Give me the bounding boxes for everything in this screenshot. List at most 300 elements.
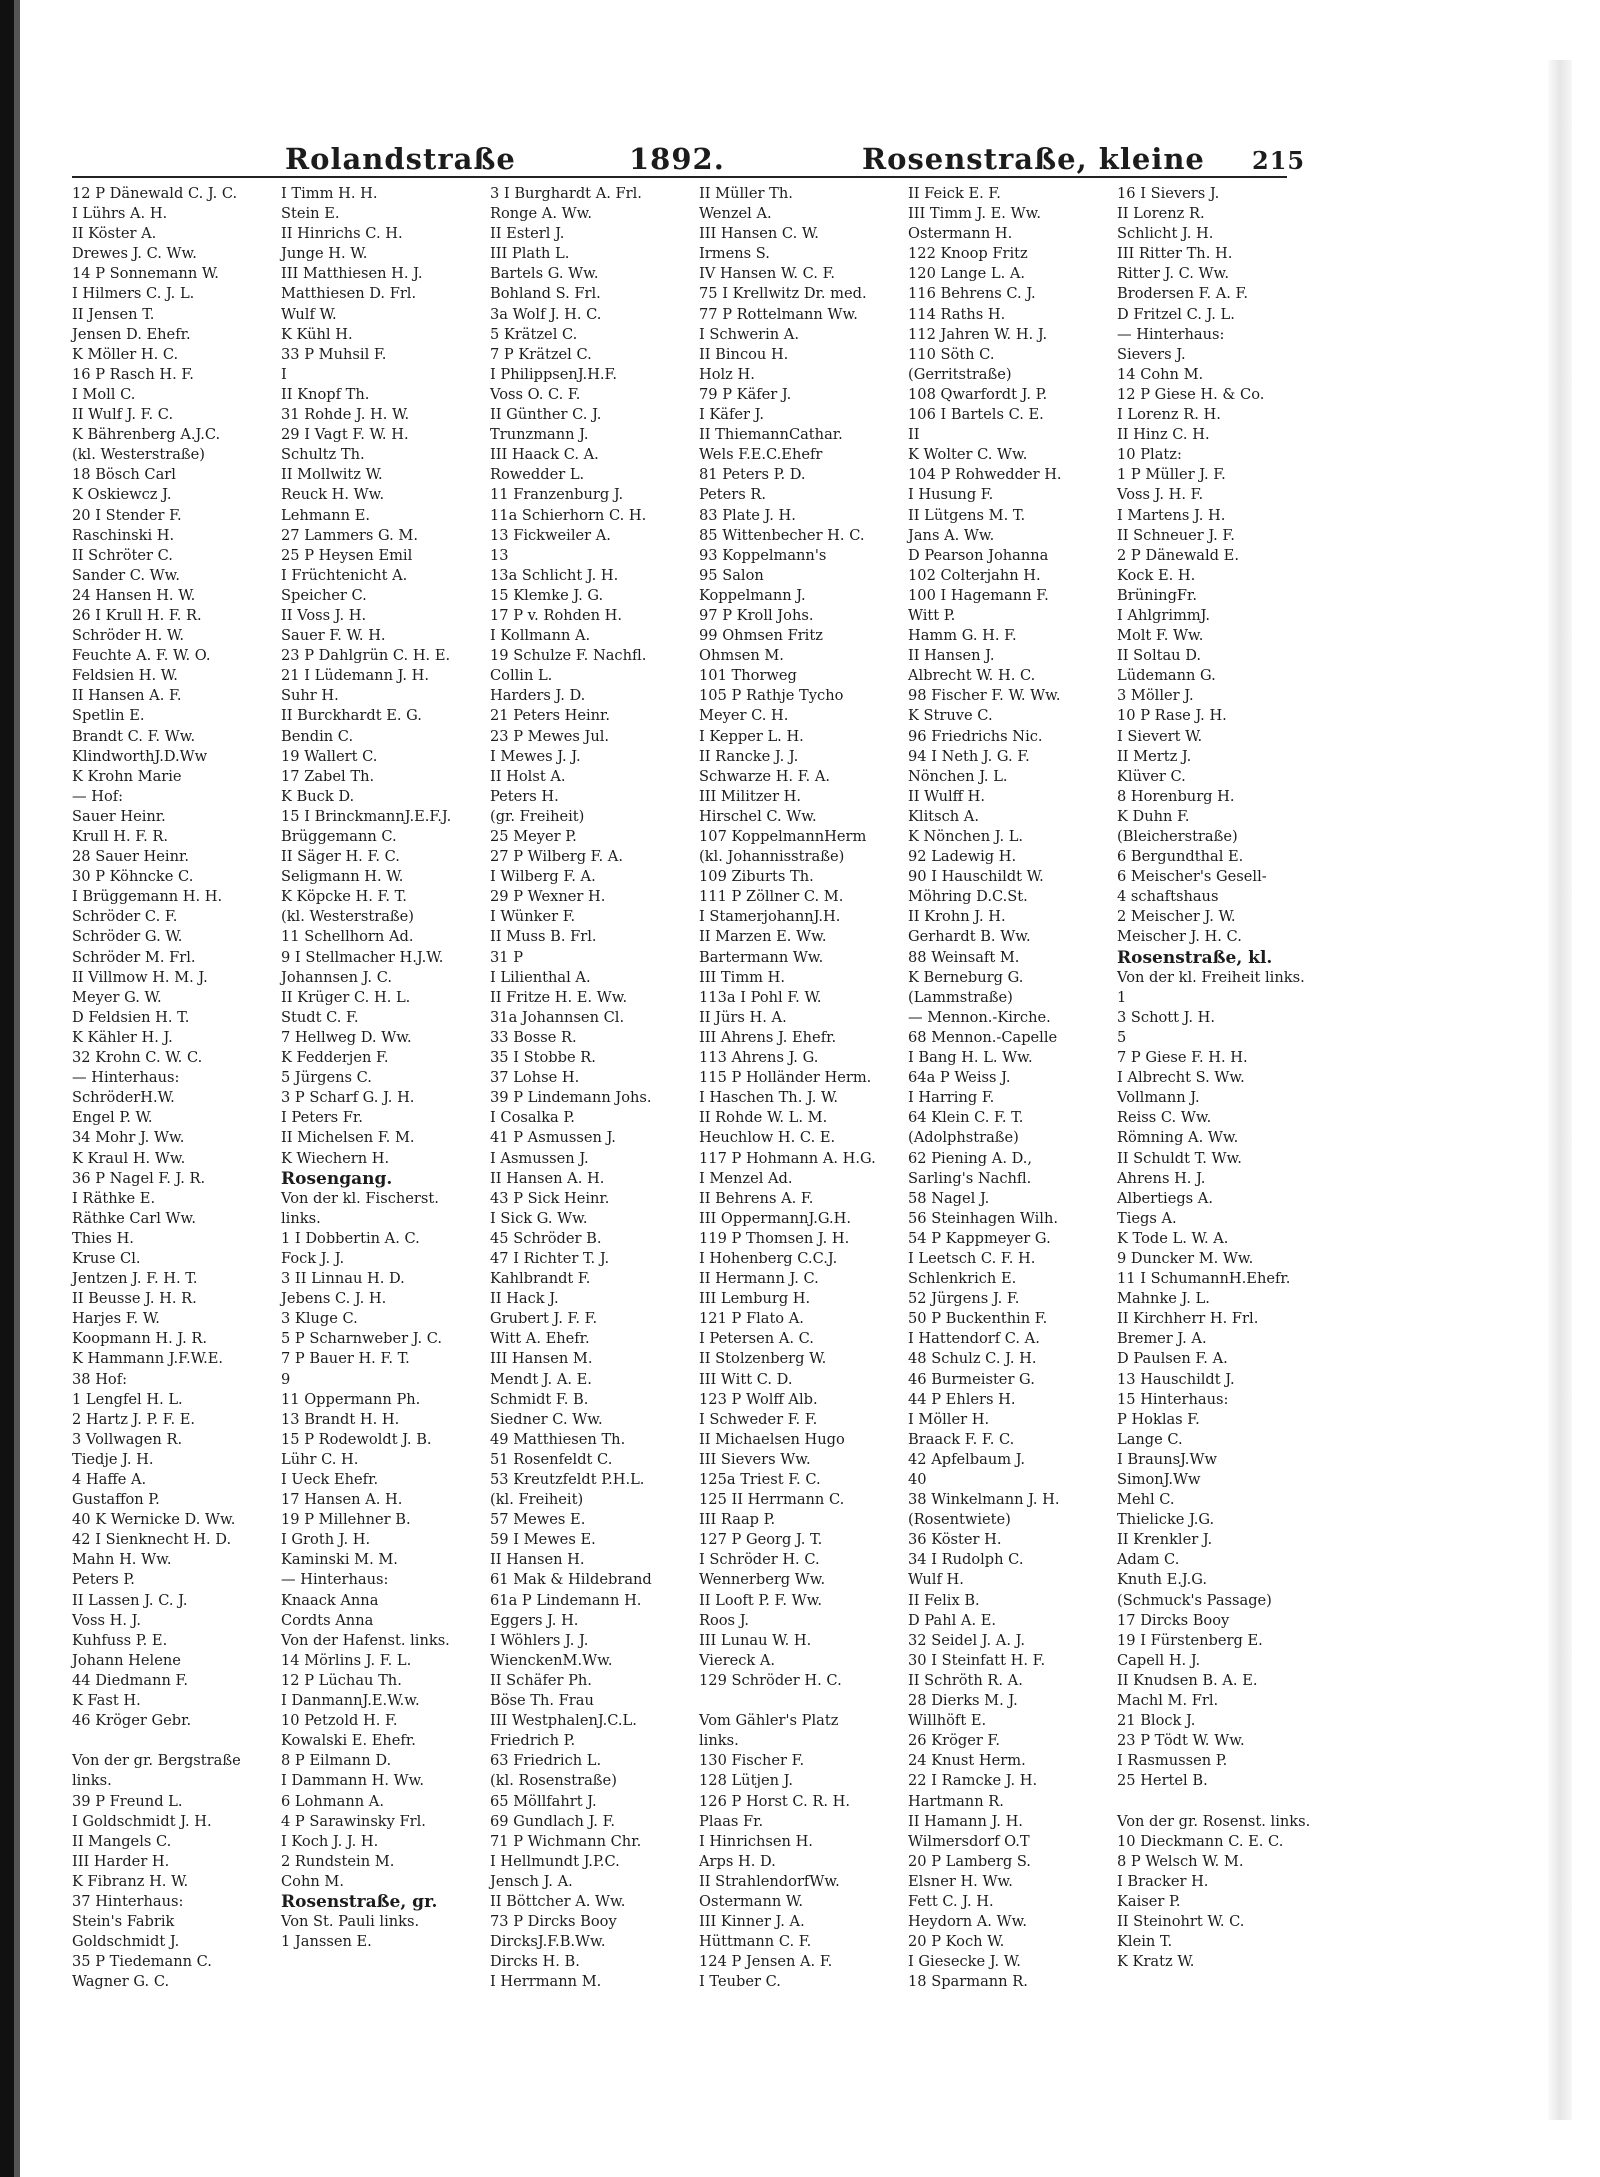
directory-entry: 1 P Müller J. F. <box>1117 466 1226 484</box>
directory-entry: Schultz Th. <box>281 446 365 464</box>
directory-entry: 14 Mörlins J. F. L. <box>281 1651 412 1669</box>
directory-entry: 10 Platz: <box>1117 446 1182 464</box>
page-number: 215 <box>1252 146 1306 175</box>
directory-entry: 119 P Thomsen J. H. <box>699 1229 850 1247</box>
directory-entry: Von der gr. Bergstraße <box>72 1752 241 1770</box>
directory-entry: Nönchen J. L. <box>908 767 1008 785</box>
directory-entry: 83 Plate J. H. <box>699 506 796 524</box>
directory-entry: (kl. Westerstraße) <box>72 446 206 464</box>
directory-entry: I Bracker H. <box>1117 1872 1209 1890</box>
directory-entry: Meyer C. H. <box>699 707 789 725</box>
directory-entry: Sauer Heinr. <box>72 807 166 825</box>
directory-entry: I Lorenz R. H. <box>1117 406 1221 424</box>
directory-entry: 23 P Tödt W. Ww. <box>1117 1732 1245 1750</box>
directory-entry: (kl. Rosenstraße) <box>490 1772 617 1790</box>
directory-entry: 3 I Burghardt A. Frl. <box>490 185 642 202</box>
directory-entry: I Mewes J. J. <box>490 747 581 765</box>
directory-entry: (Rosentwiete) <box>908 1511 1011 1529</box>
directory-entry: 44 Diedmann F. <box>72 1671 189 1689</box>
directory-entry: Peters R. <box>699 486 767 504</box>
directory-entry: Molt F. Ww. <box>1117 627 1204 645</box>
directory-entry: 13 Brandt H. H. <box>281 1410 400 1428</box>
directory-entry: Vollmann J. <box>1117 1089 1200 1107</box>
directory-entry: SimonJ.Ww <box>1117 1471 1201 1488</box>
directory-entry: 13 Hauschildt J. <box>1117 1370 1235 1388</box>
directory-entry: K Tode L. W. A. <box>1117 1229 1229 1247</box>
directory-entry: 1 Janssen E. <box>281 1933 372 1951</box>
directory-entry: 3 Schott J. H. <box>1117 1008 1216 1026</box>
directory-entry: Von St. Pauli links. <box>281 1913 420 1931</box>
directory-entry: 77 P Rottelmann Ww. <box>699 305 858 323</box>
directory-entry: 26 Kröger F. <box>908 1732 1000 1750</box>
directory-entry: K Köpcke H. F. T. <box>281 888 407 906</box>
directory-entry: 23 P Dahlgrün C. H. E. <box>281 647 451 665</box>
directory-entry: 10 Petzold H. F. <box>281 1712 398 1730</box>
directory-entry: 71 P Wichmann Chr. <box>490 1832 642 1850</box>
directory-entry: 11 I SchumannH.Ehefr. <box>1117 1270 1291 1288</box>
directory-entry: (gr. Freiheit) <box>490 807 585 825</box>
directory-entry: II Michelsen F. M. <box>281 1129 415 1147</box>
directory-entry: Reuck H. Ww. <box>281 486 385 504</box>
directory-entry: 16 P Rasch H. F. <box>72 365 194 383</box>
directory-entry: 126 P Horst C. R. H. <box>699 1792 850 1810</box>
directory-entry: II Behrens A. F. <box>699 1189 814 1207</box>
directory-entry: Schröder H. W. <box>72 627 185 645</box>
directory-entry: Goldschmidt J. <box>72 1933 180 1951</box>
directory-entry: I Dammann H. Ww. <box>281 1772 425 1790</box>
directory-entry: Cordts Anna <box>281 1611 374 1629</box>
directory-entry: 33 Bosse R. <box>490 1028 577 1046</box>
directory-entry: Voss J. H. F. <box>1117 486 1204 504</box>
directory-entry: 52 Jürgens J. F. <box>908 1290 1020 1308</box>
directory-entry: Arps H. D. <box>699 1852 776 1870</box>
directory-entry: 125a Triest F. C. <box>699 1471 821 1488</box>
directory-entry: 4 schaftshaus <box>1117 888 1219 906</box>
directory-entry: (Schmuck's Passage) <box>1117 1591 1272 1609</box>
directory-entry: K Bährenberg A.J.C. <box>72 426 221 444</box>
directory-entry: I Herrmann M. <box>490 1973 602 1991</box>
directory-entry: Sarling's Nachfl. <box>908 1169 1032 1187</box>
directory-entry: 45 Schröder B. <box>490 1229 602 1247</box>
column-5 <box>908 184 1113 1992</box>
directory-entry: 6 Meischer's Gesell- <box>1117 868 1267 886</box>
directory-entry: III WestphalenJ.C.L. <box>490 1712 637 1730</box>
directory-entry: 30 P Köhncke C. <box>72 868 194 886</box>
directory-entry: 29 I Vagt F. W. H. <box>281 426 409 444</box>
directory-entry: II Knudsen B. A. E. <box>1117 1671 1258 1689</box>
directory-entry: Adam C. <box>1117 1551 1180 1569</box>
directory-entry: Mahn H. Ww. <box>72 1551 172 1569</box>
directory-entry: 7 Hellweg D. Ww. <box>281 1028 412 1046</box>
directory-entry: Brüggemann C. <box>281 828 397 845</box>
directory-entry: 18 Bösch Carl <box>72 466 176 484</box>
directory-entry: II Säger H. F. C. <box>281 848 400 866</box>
directory-entry: Spetlin E. <box>72 707 145 725</box>
directory-entry: Krull H. F. R. <box>72 828 169 845</box>
directory-entry: II Krohn J. H. <box>908 908 1006 926</box>
directory-entry: Holz H. <box>699 365 755 383</box>
directory-entry: 116 Behrens C. J. <box>908 285 1036 303</box>
directory-entry: I Wöhlers J. J. <box>490 1631 589 1649</box>
directory-entry: II Günther C. J. <box>490 406 602 424</box>
directory-entry <box>72 1731 277 1751</box>
directory-entry: 29 P Wexner H. <box>490 888 606 906</box>
directory-entry: K Oskiewcz J. <box>72 486 172 504</box>
directory-entry: Peters P. <box>72 1571 135 1589</box>
directory-entry: Harjes F. W. <box>72 1310 160 1328</box>
directory-entry: K Kähler H. J. <box>72 1028 173 1046</box>
directory-entry: 104 P Rohwedder H. <box>908 466 1062 484</box>
directory-entry: 110 Söth C. <box>908 345 995 363</box>
directory-entry: III Ritter Th. H. <box>1117 245 1233 263</box>
directory-entry: I Sievert W. <box>1117 727 1203 745</box>
directory-entry: 51 Rosenfeldt C. <box>490 1450 613 1468</box>
directory-entry: II Hack J. <box>490 1290 559 1308</box>
directory-entry: K Buck D. <box>281 787 355 805</box>
directory-entry: K Kraul H. Ww. <box>72 1149 186 1167</box>
directory-entry: 115 P Holländer Herm. <box>699 1069 872 1087</box>
directory-entry: 12 P Giese H. & Co. <box>1117 385 1265 403</box>
directory-entry: K Duhn F. <box>1117 807 1190 825</box>
directory-entry: 3 II Linnau H. D. <box>281 1270 405 1288</box>
directory-entry: Böse Th. Frau <box>490 1692 594 1710</box>
directory-entry: 61a P Lindemann H. <box>490 1591 642 1609</box>
directory-entry: Jentzen J. F. H. T. <box>72 1270 198 1288</box>
directory-entry: 1 I Dobbertin A. C. <box>281 1229 420 1247</box>
directory-entry: 32 Krohn C. W. C. <box>72 1049 203 1067</box>
directory-entry: 36 P Nagel F. J. R. <box>72 1169 206 1187</box>
directory-entry: Gerhardt B. Ww. <box>908 928 1031 946</box>
directory-entry: Studt C. F. <box>281 1008 359 1026</box>
directory-entry: 15 Hinterhaus: <box>1117 1390 1229 1408</box>
directory-entry: Sauer F. W. H. <box>281 627 386 645</box>
directory-entry: Trunzmann J. <box>490 426 589 444</box>
directory-entry: 6 Bergundthal E. <box>1117 848 1244 866</box>
directory-entry: II Böttcher A. Ww. <box>490 1892 626 1910</box>
directory-entry: III OppermannJ.G.H. <box>699 1209 852 1227</box>
directory-entry: II Mangels C. <box>72 1832 172 1850</box>
directory-entry: Capell H. J. <box>1117 1651 1201 1669</box>
directory-entry: 15 P Rodewoldt J. B. <box>281 1430 432 1448</box>
directory-entry: 4 P Sarawinsky Frl. <box>281 1812 426 1830</box>
column-1 <box>72 184 277 1992</box>
directory-entry: 30 I Steinfatt H. F. <box>908 1651 1046 1669</box>
directory-entry: 96 Friedrichs Nic. <box>908 727 1043 745</box>
directory-entry: III Sievers Ww. <box>699 1450 811 1468</box>
page-header <box>72 140 1306 180</box>
directory-entry: I Albrecht S. Ww. <box>1117 1069 1245 1087</box>
directory-entry: II ThiemannCathar. <box>699 426 843 444</box>
directory-entry: Vom Gähler's Platz <box>699 1712 839 1730</box>
directory-entry: II Felix B. <box>908 1591 980 1609</box>
directory-entry: Kuhfuss P. E. <box>72 1631 168 1649</box>
directory-entry: links. <box>281 1209 321 1227</box>
directory-entry: Lühr C. H. <box>281 1450 359 1468</box>
directory-entry: III Harder H. <box>72 1852 170 1870</box>
directory-entry: 31 P <box>490 948 524 966</box>
book-binding-shadow <box>14 0 20 2177</box>
directory-entry: 21 Block J. <box>1117 1712 1196 1730</box>
directory-entry: Von der kl. Freiheit links. <box>1117 968 1305 986</box>
header-left-street: Rolandstraße <box>285 142 516 176</box>
directory-entry: 128 Lütjen J. <box>699 1772 794 1790</box>
directory-entry: 25 Hertel B. <box>1117 1772 1208 1790</box>
directory-entry: II Fritze H. E. Ww. <box>490 988 628 1006</box>
directory-entry: (Bleicherstraße) <box>1117 828 1238 845</box>
directory-entry: D Pahl A. E. <box>908 1611 997 1629</box>
directory-entry: 3 Möller J. <box>1117 687 1194 705</box>
directory-entry: D Fritzel C. J. L. <box>1117 305 1235 323</box>
directory-entry: 1 <box>1117 988 1127 1006</box>
directory-entry: III Lunau W. H. <box>699 1631 812 1649</box>
directory-entry: KlindworthJ.D.Ww <box>72 747 208 765</box>
directory-entry: 92 Ladewig H. <box>908 848 1017 866</box>
directory-entry: 14 Cohn M. <box>1117 365 1204 383</box>
directory-entry: I Lührs A. H. <box>72 205 168 223</box>
directory-entry: Machl M. Frl. <box>1117 1692 1219 1710</box>
directory-entry: 7 P Krätzel C. <box>490 345 592 363</box>
directory-entry: Thielicke J.G. <box>1117 1511 1215 1529</box>
directory-entry: 124 P Jensen A. F. <box>699 1953 833 1971</box>
directory-entry: Wilmersdorf O.T <box>908 1832 1030 1850</box>
directory-entry: Friedrich P. <box>490 1732 576 1750</box>
directory-entry: Hirschel C. Ww. <box>699 807 817 825</box>
directory-entry: 38 Hof: <box>72 1370 128 1388</box>
column-6 <box>1117 184 1311 1972</box>
directory-entry: I DanmannJ.E.W.w. <box>281 1692 420 1710</box>
directory-entry: 35 P Tiedemann C. <box>72 1953 212 1971</box>
directory-entry: Schröder G. W. <box>72 928 183 946</box>
directory-entry: Harders J. D. <box>490 687 586 705</box>
directory-entry: 13a Schlicht J. H. <box>490 566 619 584</box>
directory-entry: Römning A. Ww. <box>1117 1129 1239 1147</box>
directory-entry: II Feick E. F. <box>908 185 1001 202</box>
directory-entry: Tiegs A. <box>1117 1209 1177 1227</box>
directory-entry: Drewes J. C. Ww. <box>72 245 197 263</box>
directory-entry: II Köster A. <box>72 225 157 243</box>
directory-entry: Hamm G. H. F. <box>908 627 1017 645</box>
directory-entry: II Mollwitz W. <box>281 466 383 484</box>
directory-entry: Koppelmann J. <box>699 586 806 604</box>
directory-entry: Klitsch A. <box>908 807 979 825</box>
directory-entry: 69 Gundlach J. F. <box>490 1812 616 1830</box>
directory-entry: Ostermann H. <box>908 225 1013 243</box>
directory-entry: 36 Köster H. <box>908 1531 1002 1549</box>
directory-entry: 17 Dircks Booy <box>1117 1611 1230 1629</box>
directory-entry: K Hammann J.F.W.E. <box>72 1350 224 1368</box>
directory-entry: Ohmsen M. <box>699 647 784 665</box>
directory-entry: I Peters Fr. <box>281 1109 363 1127</box>
directory-entry: 46 Kröger Gebr. <box>72 1712 192 1730</box>
directory-entry: 48 Schulz C. J. H. <box>908 1350 1037 1368</box>
directory-entry: Witt P. <box>908 606 956 624</box>
directory-entry: I Menzel Ad. <box>699 1169 793 1187</box>
directory-entry: II Soltau D. <box>1117 647 1202 665</box>
directory-entry: 2 Rundstein M. <box>281 1852 395 1870</box>
directory-entry: 23 P Mewes Jul. <box>490 727 610 745</box>
directory-entry: Wulf H. <box>908 1571 964 1589</box>
directory-entry: Schmidt F. B. <box>490 1390 589 1408</box>
directory-entry: II Schneuer J. F. <box>1117 526 1235 544</box>
directory-entry: Raschinski H. <box>72 526 175 544</box>
directory-entry: Reiss C. Ww. <box>1117 1109 1212 1127</box>
directory-entry: 24 Hansen H. W. <box>72 586 196 604</box>
directory-entry: Schwarze H. F. A. <box>699 767 831 785</box>
directory-entry: I Früchtenicht A. <box>281 566 408 584</box>
directory-entry: 28 Sauer Heinr. <box>72 848 189 866</box>
directory-entry: 25 P Heysen Emil <box>281 546 413 564</box>
directory-entry: K Fibranz H. W. <box>72 1872 189 1890</box>
directory-entry: Bremer J. A. <box>1117 1330 1207 1348</box>
directory-entry: II Villmow H. M. J. <box>72 968 208 986</box>
directory-entry: II Schäfer Ph. <box>490 1671 592 1689</box>
directory-entry: 121 P Flato A. <box>699 1310 804 1328</box>
directory-entry: 27 P Wilberg F. A. <box>490 848 623 866</box>
directory-entry: K Möller H. C. <box>72 345 179 363</box>
directory-entry: Von der Hafenst. links. <box>281 1631 450 1649</box>
directory-entry: Braack F. F. C. <box>908 1430 1015 1448</box>
directory-entry: II Hansen J. <box>908 647 995 665</box>
directory-entry: 11 Oppermann Ph. <box>281 1390 421 1408</box>
directory-entry: II Krüger C. H. L. <box>281 988 411 1006</box>
directory-entry: II Hinrichs C. H. <box>281 225 403 243</box>
directory-entry: 54 P Kappmeyer G. <box>908 1229 1051 1247</box>
directory-entry: 49 Matthiesen Th. <box>490 1430 626 1448</box>
directory-entry: Sander C. Ww. <box>72 566 181 584</box>
directory-entry: III Lemburg H. <box>699 1290 811 1308</box>
directory-entry: 113a I Pohl F. W. <box>699 988 822 1006</box>
directory-entry: Von der kl. Fischerst. <box>281 1189 439 1207</box>
directory-entry: II Rancke J. J. <box>699 747 799 765</box>
directory-entry: I Hellmundt J.P.C. <box>490 1852 620 1870</box>
directory-entry: II StrahlendorfWw. <box>699 1872 840 1890</box>
book-binding <box>0 0 14 2177</box>
directory-entry: II Lassen J. C. J. <box>72 1591 188 1609</box>
directory-entry: Meischer J. H. C. <box>1117 928 1242 946</box>
directory-entry: Hartmann R. <box>908 1792 1004 1810</box>
directory-entry: I Hinrichsen H. <box>699 1832 813 1850</box>
directory-entry: II Beusse J. H. R. <box>72 1290 197 1308</box>
directory-entry: Fett C. J. H. <box>908 1892 994 1910</box>
directory-entry: II Schuldt T. Ww. <box>1117 1149 1242 1167</box>
directory-entry: III Witt C. D. <box>699 1370 793 1388</box>
directory-entry: Klüver C. <box>1117 767 1186 785</box>
directory-entry: 11 Schellhorn Ad. <box>281 928 414 946</box>
directory-entry: 90 I Hauschildt W. <box>908 868 1044 886</box>
column-4 <box>699 184 904 1992</box>
directory-entry: 31 Rohde J. H. W. <box>281 406 410 424</box>
directory-entry: Räthke Carl Ww. <box>72 1209 196 1227</box>
directory-entry: III Ahrens J. Ehefr. <box>699 1028 837 1046</box>
directory-entry: 42 I Sienknecht H. D. <box>72 1531 232 1549</box>
directory-entry: III Hansen M. <box>490 1350 593 1368</box>
directory-entry: 8 Horenburg H. <box>1117 787 1235 805</box>
directory-entry: 19 P Millehner B. <box>281 1511 411 1529</box>
directory-entry: III Matthiesen H. J. <box>281 265 423 283</box>
directory-entry: Dircks H. B. <box>490 1953 580 1971</box>
directory-entry: II Lütgens M. T. <box>908 506 1026 524</box>
directory-entry: Matthiesen D. Frl. <box>281 285 417 303</box>
directory-entry: I Sick G. Ww. <box>490 1209 588 1227</box>
directory-entry: I Giesecke J. W. <box>908 1953 1021 1971</box>
directory-entry: Roos J. <box>699 1611 750 1629</box>
directory-entry: Ahrens H. J. <box>1117 1169 1206 1187</box>
directory-entry: SchröderH.W. <box>72 1089 175 1107</box>
directory-entry: II Hansen H. <box>490 1551 585 1569</box>
directory-entry: 43 P Sick Heinr. <box>490 1189 610 1207</box>
directory-entry: — Hinterhaus: <box>72 1069 180 1087</box>
directory-entry: 63 Friedrich L. <box>490 1752 602 1770</box>
directory-entry: 8 P Welsch W. M. <box>1117 1852 1244 1870</box>
directory-entry: Jans A. Ww. <box>908 526 995 544</box>
directory-entry: 64a P Weiss J. <box>908 1069 1011 1087</box>
directory-entry: II <box>908 426 920 444</box>
directory-entry: 34 Mohr J. Ww. <box>72 1129 185 1147</box>
directory-entry: — Hinterhaus: <box>1117 325 1225 343</box>
directory-entry: II Steinohrt W. C. <box>1117 1913 1245 1931</box>
directory-entry: 3 Kluge C. <box>281 1310 358 1328</box>
directory-entry: I BraunsJ.Ww <box>1117 1450 1217 1468</box>
directory-entry: Mehl C. <box>1117 1491 1175 1509</box>
directory-entry: II Hinz C. H. <box>1117 426 1210 444</box>
directory-entry: Suhr H. <box>281 687 339 705</box>
directory-entry: II Marzen E. Ww. <box>699 928 827 946</box>
directory-entry: 19 Wallert C. <box>281 747 378 765</box>
directory-entry: Siedner C. Ww. <box>490 1410 603 1428</box>
directory-entry: Rowedder L. <box>490 466 585 484</box>
directory-entry: links. <box>72 1772 112 1790</box>
directory-entry: 33 P Muhsil F. <box>281 345 387 363</box>
directory-entry: P Hoklas F. <box>1117 1410 1200 1428</box>
directory-entry: I Wilberg F. A. <box>490 868 596 886</box>
directory-entry: Von der gr. Rosenst. links. <box>1117 1812 1311 1830</box>
directory-entry: 7 P Giese F. H. H. <box>1117 1049 1248 1067</box>
directory-entry: Klein T. <box>1117 1933 1173 1951</box>
directory-entry: K Kühl H. <box>281 325 353 343</box>
directory-entry: 129 Schröder H. C. <box>699 1671 842 1689</box>
directory-entry: 99 Ohmsen Fritz <box>699 627 823 645</box>
directory-entry: I Räthke E. <box>72 1189 156 1207</box>
directory-entry: — Mennon.-Kirche. <box>908 1008 1051 1026</box>
directory-entry: 59 I Mewes E. <box>490 1531 596 1549</box>
directory-entry: Stein's Fabrik <box>72 1913 175 1931</box>
directory-entry: 57 Mewes E. <box>490 1511 586 1529</box>
directory-entry: 15 I BrinckmannJ.E.F.J. <box>281 807 452 825</box>
directory-entry: 58 Nagel J. <box>908 1189 990 1207</box>
directory-entry: 19 I Fürstenberg E. <box>1117 1631 1263 1649</box>
directory-entry: 5 Krätzel C. <box>490 325 578 343</box>
directory-entry: Mahnke J. L. <box>1117 1290 1210 1308</box>
directory-entry: 39 P Freund L. <box>72 1792 183 1810</box>
directory-entry: 123 P Wolff Alb. <box>699 1390 818 1408</box>
directory-entry: K Fedderjen F. <box>281 1049 389 1067</box>
directory-entry: Wels F.E.C.Ehefr <box>699 446 823 464</box>
directory-page <box>72 140 1311 2000</box>
directory-entry: Kock E. H. <box>1117 566 1196 584</box>
directory-entry: Stein E. <box>281 205 340 223</box>
directory-entry: I <box>281 365 287 383</box>
directory-entry: Engel P. W. <box>72 1109 153 1127</box>
directory-entry: 75 I Krellwitz Dr. med. <box>699 285 867 303</box>
directory-entry: 25 Meyer P. <box>490 828 577 845</box>
directory-entry: III Plath L. <box>490 245 570 263</box>
directory-entry: 109 Ziburts Th. <box>699 868 814 886</box>
directory-entry: Wulf W. <box>281 305 337 323</box>
directory-entry: K Wolter C. Ww. <box>908 446 1028 464</box>
directory-entry: 21 Peters Heinr. <box>490 707 611 725</box>
directory-entry: 13 Fickweiler A. <box>490 526 611 544</box>
header-rule <box>72 176 1287 178</box>
